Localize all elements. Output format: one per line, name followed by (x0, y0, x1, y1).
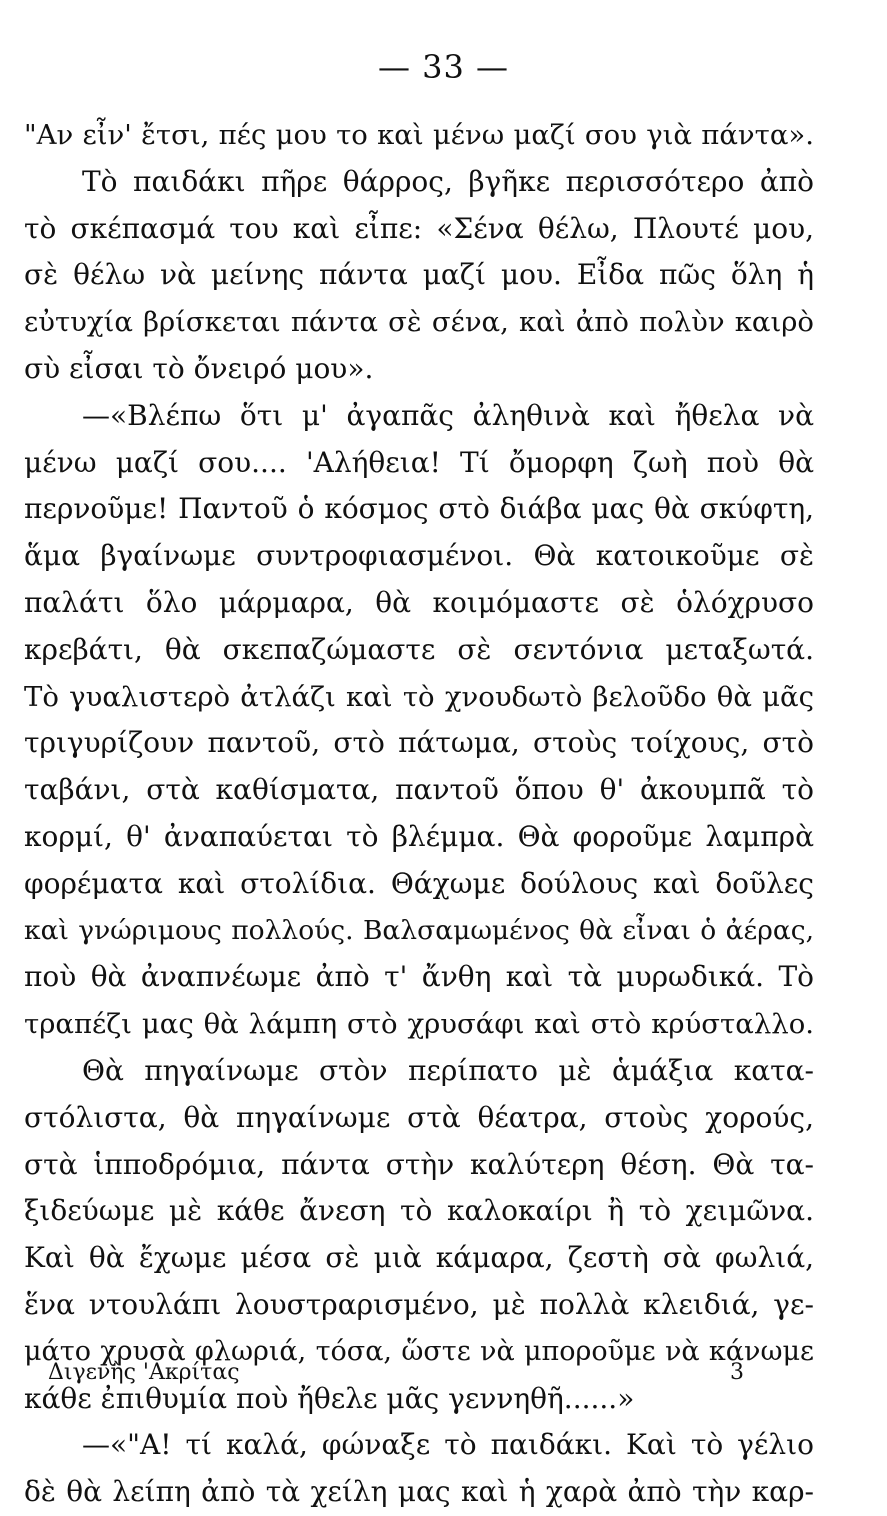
text-line: στὰ ἱπποδρόμια, πάντα στὴν καλύτερη θέση. Θὰ τα- (24, 1147, 814, 1181)
text-line: κάθε ἐπιθυμία ποὺ ἤθελε μᾶς γεννηθῆ......» (24, 1381, 635, 1415)
footer-signature: Διγενὴς 'Ακρίτας (48, 1360, 240, 1385)
text-line: Τὸ γυαλιστερὸ ἀτλάζι καὶ τὸ χνουδωτὸ βελοῦδο θὰ μᾶς (24, 680, 814, 713)
text-line: Θὰ πηγαίνωμε στὸν περίπατο μὲ ἁμάξια κατα- (82, 1053, 814, 1087)
text-line: καὶ γνώριμους πολλούς. Βαλσαμωμένος θὰ εἶναι ὁ ἀέρας, (24, 914, 814, 946)
text-line: περνοῦμε! Παντοῦ ὁ κόσμος στὸ διάβα μας θὰ σκύφτη, (24, 492, 814, 526)
text-line: ξιδεύωμε μὲ κάθε ἄνεση τὸ καλοκαίρι ἢ τὸ χειμῶνα. (24, 1194, 814, 1228)
text-line: ἅμα βγαίνωμε συντροφιασμένοι. Θὰ κατοικοῦμε σὲ (24, 539, 814, 573)
text-line: —«"Α! τί καλά, φώναξε τὸ παιδάκι. Καὶ τὸ γέλιο (82, 1428, 814, 1462)
text-line: σὺ εἶσαι τὸ ὄνειρό μου». (24, 351, 374, 385)
footer-sheet-mark: 3 (730, 1360, 744, 1385)
text-line: κρεβάτι, θὰ σκεπαζώμαστε σὲ σεντόνια μεταξωτά. (24, 632, 814, 666)
text-line: κορμί, θ' ἀναπαύεται τὸ βλέμμα. Θὰ φοροῦμε λαμπρὰ (24, 819, 814, 853)
text-line: σὲ θέλω νὰ μείνης πάντα μαζί μου. Εἶδα πῶς ὅλη ἡ (24, 258, 814, 292)
text-line: παλάτι ὅλο μάρμαρα, θὰ κοιμόμαστε σὲ ὁλόχρυσο (24, 585, 814, 619)
text-line: δὲ θὰ λείπη ἀπὸ τὰ χείλη μας καὶ ἡ χαρὰ ἀπὸ τὴν καρ- (24, 1475, 814, 1509)
text-line: ταβάνι, στὰ καθίσματα, παντοῦ ὅπου θ' ἀκουμπᾶ τὸ (24, 773, 814, 807)
text-line: στόλιστα, θὰ πηγαίνωμε στὰ θέατρα, στοὺς χορούς, (24, 1100, 814, 1134)
text-line: Καὶ θὰ ἔχωμε μέσα σὲ μιὰ κάμαρα, ζεστὴ σὰ φωλιά, (24, 1241, 814, 1275)
text-line: —«Βλέπω ὅτι μ' ἀγαπᾶς ἀληθινὰ καὶ ἤθελα νὰ (82, 398, 814, 432)
text-line: Τὸ παιδάκι πῆρε θάρρος, βγῆκε περισσότερο ἀπὸ (82, 164, 814, 198)
text-line: ἕνα ντουλάπι λουστραρισμένο, μὲ πολλὰ κλειδιά, γε- (24, 1287, 814, 1321)
text-line: μάτο χρυσὰ φλωριά, τόσα, ὥστε νὰ μποροῦμε νὰ κάνωμε (24, 1335, 814, 1367)
text-line: φορέματα καὶ στολίδια. Θάχωμε δούλους καὶ δοῦλες (24, 866, 814, 900)
text-line: μένω μαζί σου.... 'Αλήθεια! Τί ὄμορφη ζωὴ ποὺ θὰ (24, 445, 814, 479)
text-line: τραπέζι μας θὰ λάμπη στὸ χρυσάφι καὶ στὸ κρύσταλλο. (24, 1008, 814, 1041)
text-line: ποὺ θὰ ἀναπνέωμε ἀπὸ τ' ἄνθη καὶ τὰ μυρωδικά. Τὸ (24, 960, 814, 994)
text-line: τὸ σκέπασμά του καὶ εἶπε: «Σένα θέλω, Πλουτέ μου, (24, 211, 814, 245)
body-text (24, 112, 814, 1516)
text-line: εὐτυχία βρίσκεται πάντα σὲ σένα, καὶ ἀπὸ πολὺν καιρὸ (24, 306, 814, 339)
text-line: "Αν εἶν' ἔτσι, πές μου το καὶ μένω μαζί σου γιὰ πάντα». (24, 119, 814, 151)
page-number: — 33 — (377, 48, 510, 86)
text-line: τριγυρίζουν παντοῦ, στὸ πάτωμα, στοὺς τοίχους, στὸ (24, 726, 814, 760)
